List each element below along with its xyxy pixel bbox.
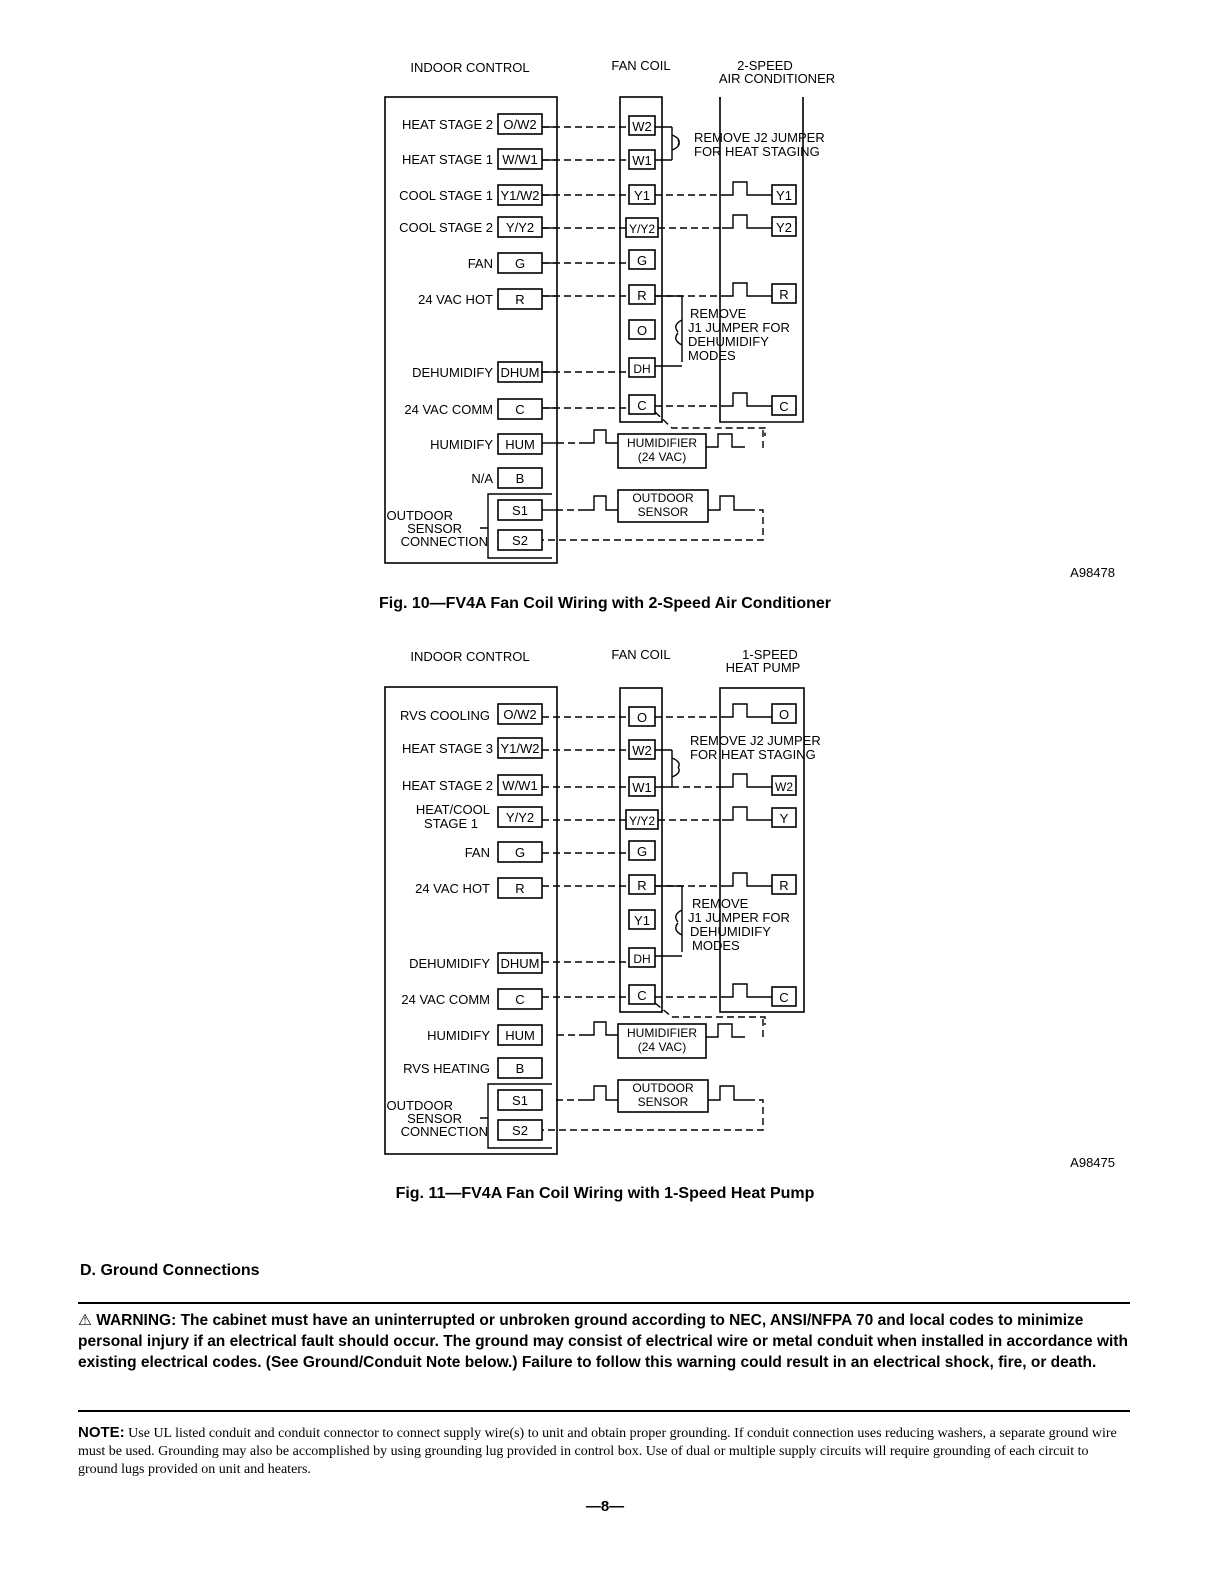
terminal: R xyxy=(515,292,525,307)
j1-note: REMOVE xyxy=(690,306,747,321)
section-title: D. Ground Connections xyxy=(80,1262,260,1279)
figure-code: A98478 xyxy=(1070,565,1115,580)
j1-note: MODES xyxy=(692,938,740,953)
header-outdoor-2: HEAT PUMP xyxy=(725,660,801,675)
sensor-label: SENSOR xyxy=(637,505,689,519)
header-indoor-control: INDOOR CONTROL xyxy=(410,649,530,664)
label: RVS HEATING xyxy=(403,1061,490,1076)
terminal: Y1/W2 xyxy=(500,741,540,756)
fc-terminal: W1 xyxy=(632,153,652,168)
outdoor-terminal: R xyxy=(779,287,789,302)
j2-note: REMOVE J2 JUMPER xyxy=(690,733,821,748)
humidifier-label: (24 VAC) xyxy=(637,1040,687,1054)
label: HEAT STAGE 1 xyxy=(401,152,493,167)
terminal: S2 xyxy=(512,533,528,548)
page-number: —8— xyxy=(585,1498,625,1515)
terminal: C xyxy=(515,992,525,1007)
note-text: Use UL listed conduit and conduit connector to connect supply wire(s) to unit and obtain proper grounding. If conduit connection uses reducing washers, a separate ground wire must be used. Grounding may also be accomplished by using grounding lug provided in control box. Use of dual or multiple supply circuits will require grounding of each circuit to ground lugs provided on unit and heaters. xyxy=(78,1426,1117,1477)
label: HUMIDIFY xyxy=(427,1028,490,1043)
humidifier-label: HUMIDIFIER xyxy=(627,1026,697,1040)
figure-caption: Fig. 10—FV4A Fan Coil Wiring with 2-Speed Air Conditioner xyxy=(378,595,832,612)
header-outdoor-2: AIR CONDITIONER xyxy=(718,71,836,86)
fc-terminal: R xyxy=(637,878,647,893)
label: DEHUMIDIFY xyxy=(412,365,493,380)
outdoor-terminal: Y xyxy=(779,811,789,826)
terminal: B xyxy=(515,471,525,486)
terminal: R xyxy=(515,881,525,896)
terminal: B xyxy=(515,1061,525,1076)
note xyxy=(78,1424,1130,1479)
terminal: Y/Y2 xyxy=(505,220,535,235)
terminal: Y1/W2 xyxy=(500,188,540,203)
label: CONNECTION xyxy=(400,534,488,549)
fc-terminal: G xyxy=(636,253,648,268)
figure-11 xyxy=(385,647,1115,1202)
sensor-label: SENSOR xyxy=(637,1095,689,1109)
terminal: O/W2 xyxy=(503,707,537,722)
terminal: S1 xyxy=(512,1093,528,1108)
terminal: S1 xyxy=(512,503,528,518)
humidifier-label: (24 VAC) xyxy=(637,450,687,464)
terminal: C xyxy=(515,402,525,417)
terminal: O/W2 xyxy=(503,117,537,132)
terminal: HUM xyxy=(505,1028,535,1043)
terminal: S2 xyxy=(512,1123,528,1138)
terminal: DHUM xyxy=(500,365,540,380)
label: 24 VAC COMM xyxy=(401,992,490,1007)
figure-10 xyxy=(379,58,1115,612)
outdoor-terminal: Y1 xyxy=(776,188,792,203)
label: SENSOR xyxy=(407,521,462,536)
label: RVS COOLING xyxy=(399,708,490,723)
terminal: DHUM xyxy=(500,956,540,971)
label: DEHUMIDIFY xyxy=(409,956,490,971)
label: 24 VAC HOT xyxy=(418,292,493,307)
outdoor-terminal: O xyxy=(778,707,790,722)
fc-terminal: Y/Y2 xyxy=(628,222,656,236)
header-fan-coil: FAN COIL xyxy=(611,647,671,662)
j1-note: MODES xyxy=(688,348,736,363)
fc-terminal: O xyxy=(636,323,648,338)
label: OUTDOOR xyxy=(386,508,453,523)
fc-terminal: W2 xyxy=(632,119,652,134)
note-label: NOTE: xyxy=(78,1424,125,1441)
fc-terminal: C xyxy=(637,398,647,413)
label: N/A xyxy=(471,471,493,486)
terminal: Y/Y2 xyxy=(505,810,535,825)
label: OUTDOOR xyxy=(386,1098,453,1113)
divider xyxy=(78,1302,1130,1304)
j1-note: DEHUMIDIFY xyxy=(688,334,769,349)
label: HEAT STAGE 3 xyxy=(401,741,493,756)
fc-terminal: DH xyxy=(633,362,651,376)
j2-note: REMOVE J2 JUMPER xyxy=(694,130,825,145)
fc-terminal: Y1 xyxy=(634,188,650,203)
label: CONNECTION xyxy=(400,1124,488,1139)
outdoor-terminal: W2 xyxy=(775,780,793,794)
figure-code: A98475 xyxy=(1070,1155,1115,1170)
label: COOL STAGE 1 xyxy=(399,188,493,203)
fc-terminal: C xyxy=(637,988,647,1003)
outdoor-terminal: C xyxy=(779,990,789,1005)
fc-terminal: DH xyxy=(633,952,651,966)
label: HEAT STAGE 2 xyxy=(401,117,493,132)
label: STAGE 1 xyxy=(424,816,478,831)
fc-terminal: W1 xyxy=(632,780,652,795)
fc-terminal: G xyxy=(636,844,648,859)
j1-note: REMOVE xyxy=(692,896,749,911)
terminal: W/W1 xyxy=(502,778,538,793)
sensor-label: OUTDOOR xyxy=(632,491,694,505)
j1-note: J1 JUMPER FOR xyxy=(688,910,790,925)
header-outdoor-1: 2-SPEED xyxy=(737,58,793,73)
label: FAN xyxy=(467,256,493,271)
terminal: W/W1 xyxy=(502,152,538,167)
j2-note: FOR HEAT STAGING xyxy=(690,747,816,762)
label: COOL STAGE 2 xyxy=(399,220,493,235)
j1-note: DEHUMIDIFY xyxy=(690,924,771,939)
terminal: G xyxy=(514,845,526,860)
label: FAN xyxy=(464,845,490,860)
j1-note: J1 JUMPER FOR xyxy=(688,320,790,335)
label: 24 VAC HOT xyxy=(415,881,490,896)
fc-terminal: Y/Y2 xyxy=(628,814,656,828)
label: HEAT/COOL xyxy=(415,802,490,817)
label: 24 VAC COMM xyxy=(404,402,493,417)
label: SENSOR xyxy=(407,1111,462,1126)
header-fan-coil: FAN COIL xyxy=(611,58,671,73)
terminal: HUM xyxy=(505,437,535,452)
outdoor-terminal: Y2 xyxy=(776,220,792,235)
label: HUMIDIFY xyxy=(430,437,493,452)
humidifier-label: HUMIDIFIER xyxy=(627,436,697,450)
divider xyxy=(78,1410,1130,1412)
figure-caption: Fig. 11—FV4A Fan Coil Wiring with 1-Speed Heat Pump xyxy=(395,1185,815,1202)
outdoor-terminal: C xyxy=(779,399,789,414)
fc-terminal: R xyxy=(637,288,647,303)
fc-terminal: O xyxy=(636,710,648,725)
fc-terminal: Y1 xyxy=(634,913,650,928)
fc-terminal: W2 xyxy=(632,743,652,758)
label: HEAT STAGE 2 xyxy=(401,778,493,793)
j2-note: FOR HEAT STAGING xyxy=(694,144,820,159)
outdoor-terminal: R xyxy=(779,878,789,893)
sensor-label: OUTDOOR xyxy=(632,1081,694,1095)
header-outdoor-1: 1-SPEED xyxy=(742,647,798,662)
warning-text: ⚠ WARNING: The cabinet must have an uninterrupted or unbroken ground according to NEC, ANSI/NFPA 70 and local codes to minimize personal injury if an electrical fault should occur. The ground may consist of electrical wire or metal conduit when installed in accordance with existing electrical codes. (See Ground/Conduit Note below.) Failure to follow this warning could result in an electrical shock, fire, or death. xyxy=(78,1312,1128,1371)
header-indoor-control: INDOOR CONTROL xyxy=(410,60,530,75)
terminal: G xyxy=(514,256,526,271)
